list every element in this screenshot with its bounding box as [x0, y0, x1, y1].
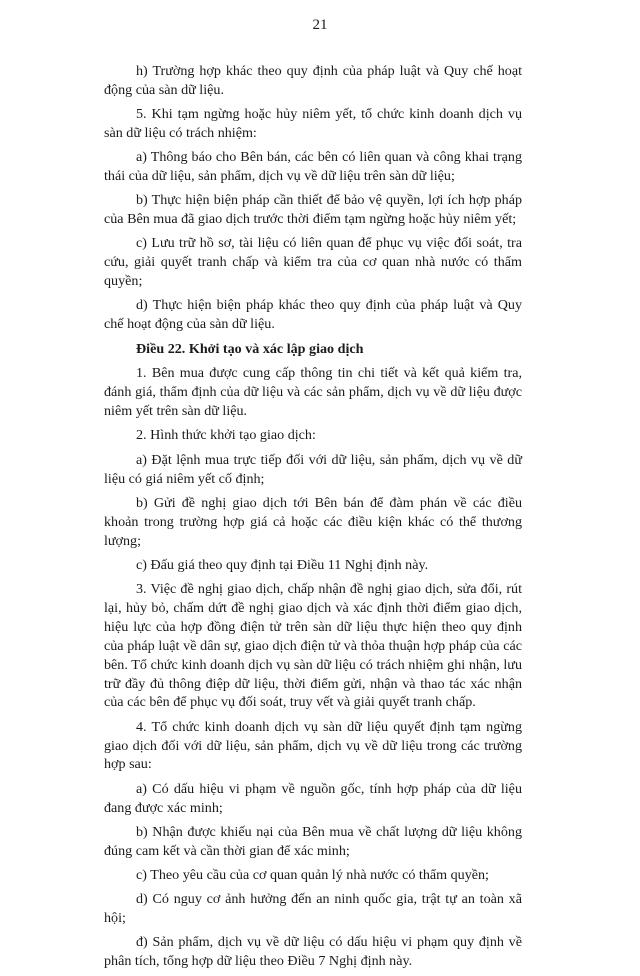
paragraph: a) Đặt lệnh mua trực tiếp đối với dữ liệu, sản phẩm, dịch vụ về dữ liệu có giá niêm yết cố định; — [104, 451, 522, 487]
paragraph: 3. Việc đề nghị giao dịch, chấp nhận đề nghị giao dịch, sửa đổi, rút lại, hủy bỏ, chấm dứt đề nghị giao dịch và xác định thời điểm giao dịch, hiệu lực của hợp đồng điện tử trên sàn dữ liệu thực hiện theo quy định của pháp luật về dân sự, giao dịch điện tử và thỏa thuận hợp pháp của các bên. Tổ chức kinh doanh dịch vụ sàn dữ liệu có trách nhiệm ghi nhận, lưu trữ đầy đủ thông điệp dữ liệu, thời điểm gửi, nhận và thao tác xác nhận của các bên để phục vụ đối soát, truy vết và giải quyết tranh chấp. — [104, 581, 522, 711]
paragraph: 1. Bên mua được cung cấp thông tin chi tiết và kết quả kiểm tra, đánh giá, thẩm định của dữ liệu và các sản phẩm, dịch vụ về dữ liệu được niêm yết trên sàn dữ liệu. — [104, 365, 522, 420]
paragraph: c) Lưu trữ hồ sơ, tài liệu có liên quan để phục vụ việc đối soát, tra cứu, giải quyết tranh chấp và kiểm tra của cơ quan nhà nước có thẩm quyền; — [104, 235, 522, 290]
paragraph: d) Có nguy cơ ảnh hưởng đến an ninh quốc gia, trật tự an toàn xã hội; — [104, 891, 522, 926]
paragraph: 2. Hình thức khởi tạo giao dịch: — [136, 427, 316, 444]
paragraph: b) Nhận được khiếu nại của Bên mua về chất lượng dữ liệu không đúng cam kết và cần thời gian để xác minh; — [104, 823, 522, 859]
paragraph: d) Thực hiện biện pháp khác theo quy định của pháp luật và Quy chế hoạt động của sàn dữ liệu. — [104, 297, 522, 333]
page-number: 21 — [312, 17, 328, 33]
paragraph: 4. Tổ chức kinh doanh dịch vụ sàn dữ liệu quyết định tạm ngừng giao dịch đối với dữ liệu, sản phẩm, dịch vụ về dữ liệu trong các trường hợp sau: — [104, 718, 522, 773]
paragraph: h) Trường hợp khác theo quy định của pháp luật và Quy chế hoạt động của sàn dữ liệu. — [104, 63, 522, 98]
paragraph: a) Thông báo cho Bên bán, các bên có liên quan và công khai trạng thái của dữ liệu, sản phẩm, dịch vụ về dữ liệu trên sàn dữ liệu; — [104, 149, 522, 185]
paragraph: a) Có dấu hiệu vi phạm về nguồn gốc, tính hợp pháp của dữ liệu đang được xác minh; — [104, 780, 522, 816]
paragraph: c) Theo yêu cầu của cơ quan quản lý nhà nước có thẩm quyền; — [136, 866, 489, 883]
paragraph: c) Đấu giá theo quy định tại Điều 11 Nghị định này. — [136, 556, 429, 573]
paragraph: 5. Khi tạm ngừng hoặc hủy niêm yết, tổ chức kinh doanh dịch vụ sàn dữ liệu có trách nhiệm: — [104, 106, 522, 142]
paragraph: b) Thực hiện biện pháp cần thiết để bảo vệ quyền, lợi ích hợp pháp của Bên mua đã giao dịch trước thời điểm tạm ngừng hoặc hủy niêm yết; — [104, 192, 522, 228]
article-heading: Điều 22. Khởi tạo và xác lập giao dịch — [136, 340, 364, 357]
paragraph: b) Gửi đề nghị giao dịch tới Bên bán để đàm phán về các điều khoản trong trường hợp giá cả hoặc các điều kiện khác có thể thương lượng; — [104, 494, 522, 549]
document-body — [104, 62, 522, 976]
paragraph: đ) Sản phẩm, dịch vụ về dữ liệu có dấu hiệu vi phạm quy định về phân tích, tổng hợp dữ liệu theo Điều 7 Nghị định này. — [104, 934, 522, 970]
